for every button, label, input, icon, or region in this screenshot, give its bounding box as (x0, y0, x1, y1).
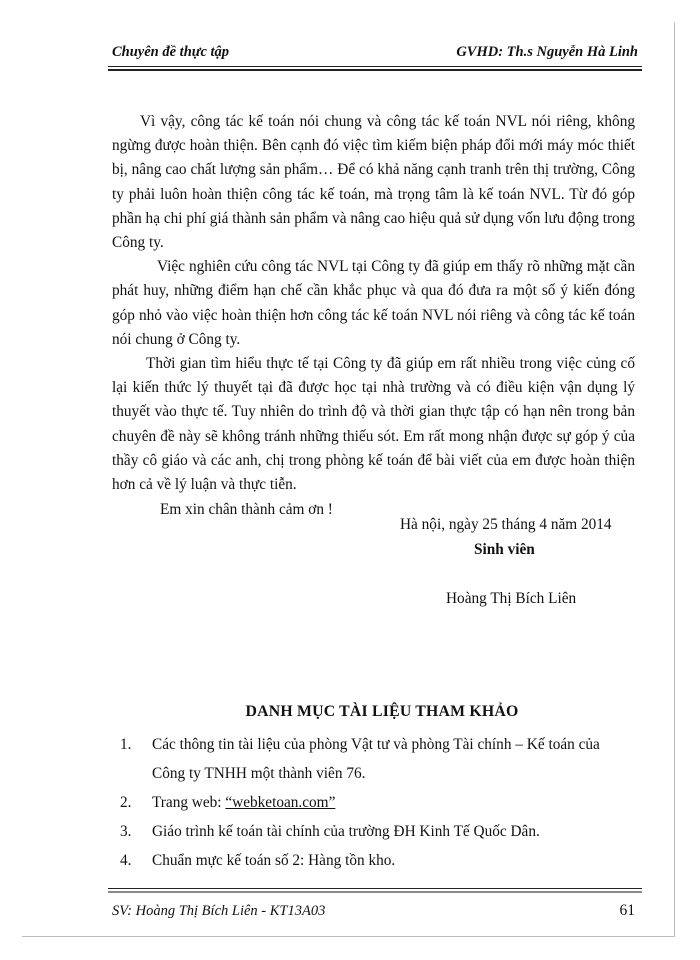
reference-text: Các thông tin tài liệu của phòng Vật tư và phòng Tài chính – Kế toán của (152, 736, 600, 753)
signature-name: Hoàng Thị Bích Liên (446, 590, 577, 607)
reference-number: 2. (120, 794, 132, 811)
reference-item (112, 848, 642, 874)
reference-text: Chuẩn mực kế toán số 2: Hàng tồn kho. (152, 852, 396, 869)
signature-date: Hà nội, ngày 25 tháng 4 năm 2014 (400, 516, 612, 533)
reference-item (112, 732, 642, 787)
reference-number: 4. (120, 852, 132, 869)
paragraph-1: Vì vậy, công tác kế toán nói chung và công tác kế toán NVL nói riêng, không ngừng được hoàn thiện. Bên cạnh đó việc tìm kiếm biện pháp đổi mới máy móc thiết bị, nâng cao chất lượng sản phẩm… Để có khả năng cạnh tranh trên thị trường, Công ty phải luôn hoàn thiện công tác kế toán, mà trọng tâm là kế toán NVL. Từ đó góp phần hạ chi phí giá thành sản phẩm và nâng cao hiệu quả sử dụng vốn lưu động trong Công ty. (112, 113, 635, 252)
thanks-line: Em xin chân thành cảm ơn ! (160, 501, 333, 519)
paragraph-2: Việc nghiên cứu công tác NVL tại Công ty đã giúp em thấy rõ những mặt cần phát huy, những điểm hạn chế cần khắc phục và qua đó đưa ra một số ý kiến đóng góp nhỏ vào việc hoàn thiện hơn công tác kế toán NVL nói riêng và công tác kế toán nói chung ở Công ty. (112, 258, 635, 348)
page-footer (112, 902, 635, 920)
reference-number: 3. (120, 823, 132, 840)
page-number: 61 (619, 902, 635, 919)
page-header (112, 44, 638, 61)
reference-item (112, 790, 642, 816)
footer-rule (108, 888, 642, 889)
header-supervisor: GVHD: Th.s Nguyễn Hà Linh (456, 44, 638, 60)
references-list (112, 732, 642, 874)
reference-text: Trang web: (152, 794, 226, 811)
references-title: DANH MỤC TÀI LIỆU THAM KHẢO (245, 703, 519, 720)
footer-student: SV: Hoàng Thị Bích Liên - KT13A03 (112, 903, 326, 919)
reference-item (112, 819, 642, 845)
reference-number: 1. (120, 736, 132, 753)
reference-text-continued: Công ty TNHH một thành viên 76. (152, 765, 366, 782)
website-link[interactable]: “webketoan.com” (225, 794, 336, 811)
header-title: Chuyên đề thực tập (112, 44, 230, 60)
footer-rule-shadow (108, 891, 642, 893)
paragraph-3: Thời gian tìm hiểu thực tế tại Công ty đã giúp em rất nhiều trong việc củng cố lại kiến thức lý thuyết tại đã được học tại nhà trường và có điều kiện vận dụng lý thuyết vào thực tế. Tuy nhiên do trình độ và thời gian thực tập có hạn nên trong bản chuyên đề này sẽ không tránh những thiếu sót. Em rất mong nhận được sự góp ý của thầy cô giáo và các anh, chị trong phòng kế toán để bài viết của em được hoàn thiện hơn cả về lý luận và thực tiễn. (112, 355, 635, 494)
header-rule (108, 66, 642, 71)
signature-role: Sinh viên (474, 541, 535, 558)
reference-text: Giáo trình kế toán tài chính của trường ĐH Kinh Tế Quốc Dân. (152, 823, 540, 840)
body-text (112, 110, 635, 522)
